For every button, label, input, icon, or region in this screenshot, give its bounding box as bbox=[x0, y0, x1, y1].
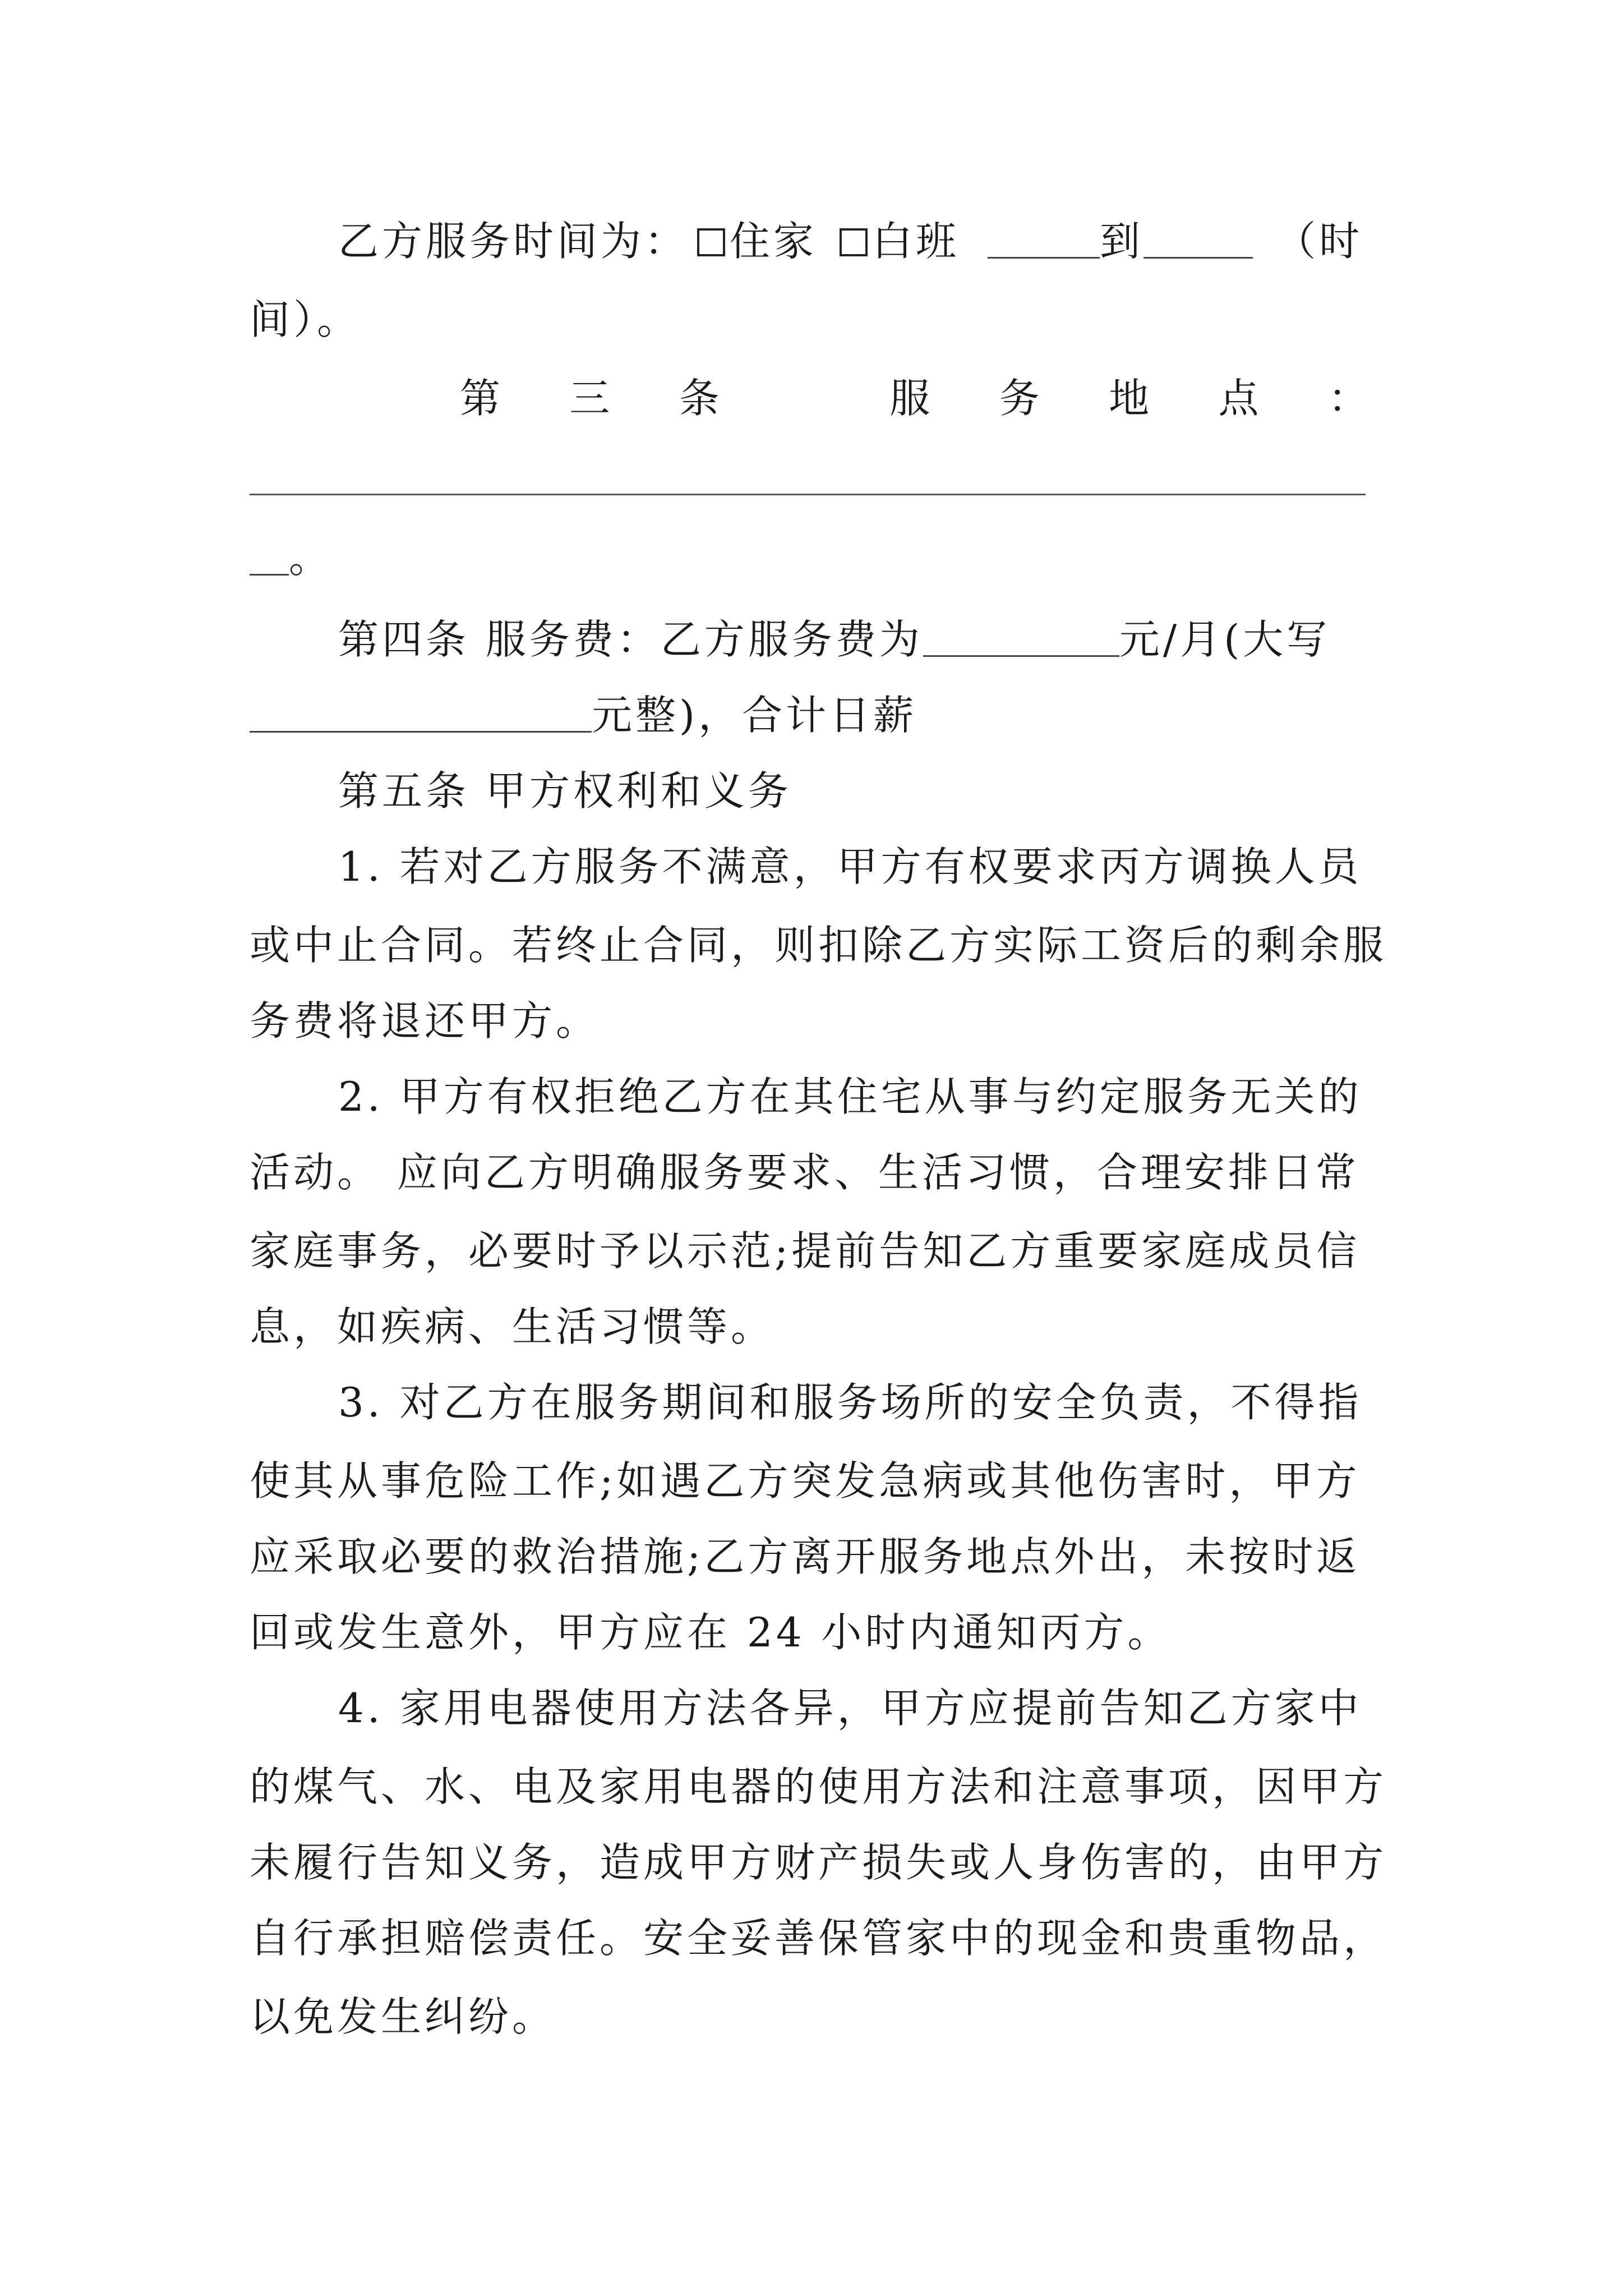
live-in-checkbox[interactable] bbox=[697, 228, 725, 256]
clause-1-line: 1. 若对乙方服务不满意，甲方有权要求丙方调换人员 bbox=[338, 843, 1362, 890]
service-time-line-end: 间）。 bbox=[250, 296, 361, 343]
address-blank-end[interactable] bbox=[250, 540, 289, 576]
service-address-blank[interactable] bbox=[250, 494, 1366, 495]
article-3-char: 地 bbox=[1109, 375, 1150, 422]
day-shift-label: 白班 bbox=[872, 218, 960, 265]
clause-4-line: 的煤气、水、电及家用电器的使用方法和注意事项，因甲方 bbox=[250, 1763, 1387, 1810]
clause-2-line: 息，如疾病、生活习惯等。 bbox=[250, 1303, 775, 1350]
article-3-char: ： bbox=[1327, 375, 1368, 422]
end-time-blank[interactable] bbox=[1144, 223, 1253, 259]
clause-1-line: 务费将退还甲方。 bbox=[250, 997, 600, 1045]
article-3-char: 务 bbox=[999, 375, 1040, 422]
live-in-label: 住家 bbox=[730, 218, 818, 265]
clause-3-line: 3. 对乙方在服务期间和服务场所的安全负责，不得指 bbox=[338, 1379, 1362, 1426]
start-time-blank[interactable] bbox=[988, 223, 1100, 259]
service-time-line bbox=[338, 213, 1363, 269]
article-4-text-b: 元/月(大写 bbox=[1119, 616, 1331, 663]
time-suffix: （时 bbox=[1275, 218, 1363, 265]
to-label: 到 bbox=[1100, 218, 1144, 265]
article-3-char: 三 bbox=[569, 375, 610, 422]
article-5-heading: 第五条 甲方权利和义务 bbox=[338, 767, 792, 815]
article-4-text-c: 元整)，合计日薪 bbox=[592, 692, 917, 739]
article-3-tail bbox=[250, 530, 333, 586]
clause-4-line: 以免发生纠纷。 bbox=[250, 1993, 556, 2040]
article-4-line-2 bbox=[250, 687, 917, 743]
article-4-line-1 bbox=[338, 611, 1330, 668]
clause-4-line: 4. 家用电器使用方法各异，甲方应提前告知乙方家中 bbox=[338, 1685, 1362, 1732]
clause-3-line: 使其从事危险工作;如遇乙方突发急病或其他伤害时，甲方 bbox=[250, 1457, 1361, 1504]
clause-3-line: 回或发生意外，甲方应在 24 小时内通知丙方。 bbox=[250, 1609, 1172, 1656]
clause-3-line: 应采取必要的救治措施;乙方离开服务地点外出，未按时返 bbox=[250, 1533, 1361, 1580]
article-4-text-a: 第四条 服务费：乙方服务费为 bbox=[338, 616, 923, 663]
clause-2-line: 活动。 应向乙方明确服务要求、生活习惯，合理安排日常 bbox=[250, 1149, 1359, 1196]
article-3-char: 点 bbox=[1218, 375, 1259, 422]
clause-2-line: 2. 甲方有权拒绝乙方在其住宅从事与约定服务无关的 bbox=[338, 1073, 1362, 1120]
clause-4-line: 自行承担赔偿责任。安全妥善保管家中的现金和贵重物品， bbox=[250, 1915, 1387, 1962]
clause-1-line: 或中止合同。若终止合同，则扣除乙方实际工资后的剩余服 bbox=[250, 922, 1387, 969]
monthly-fee-blank[interactable] bbox=[923, 622, 1119, 657]
article-3-char: 第 bbox=[460, 375, 501, 422]
service-time-prefix: 乙方服务时间为： bbox=[338, 218, 689, 265]
article-3-period: 。 bbox=[289, 535, 333, 582]
article-3-char: 服 bbox=[889, 375, 930, 422]
day-shift-checkbox[interactable] bbox=[840, 228, 868, 256]
clause-4-line: 未履行告知义务，造成甲方财产损失或人身伤害的，由甲方 bbox=[250, 1839, 1387, 1886]
clause-2-line: 家庭事务，必要时予以示范;提前告知乙方重要家庭成员信 bbox=[250, 1227, 1361, 1274]
article-3-heading bbox=[460, 370, 1368, 426]
fee-in-words-blank[interactable] bbox=[250, 697, 592, 733]
article-3-char: 条 bbox=[679, 375, 720, 422]
